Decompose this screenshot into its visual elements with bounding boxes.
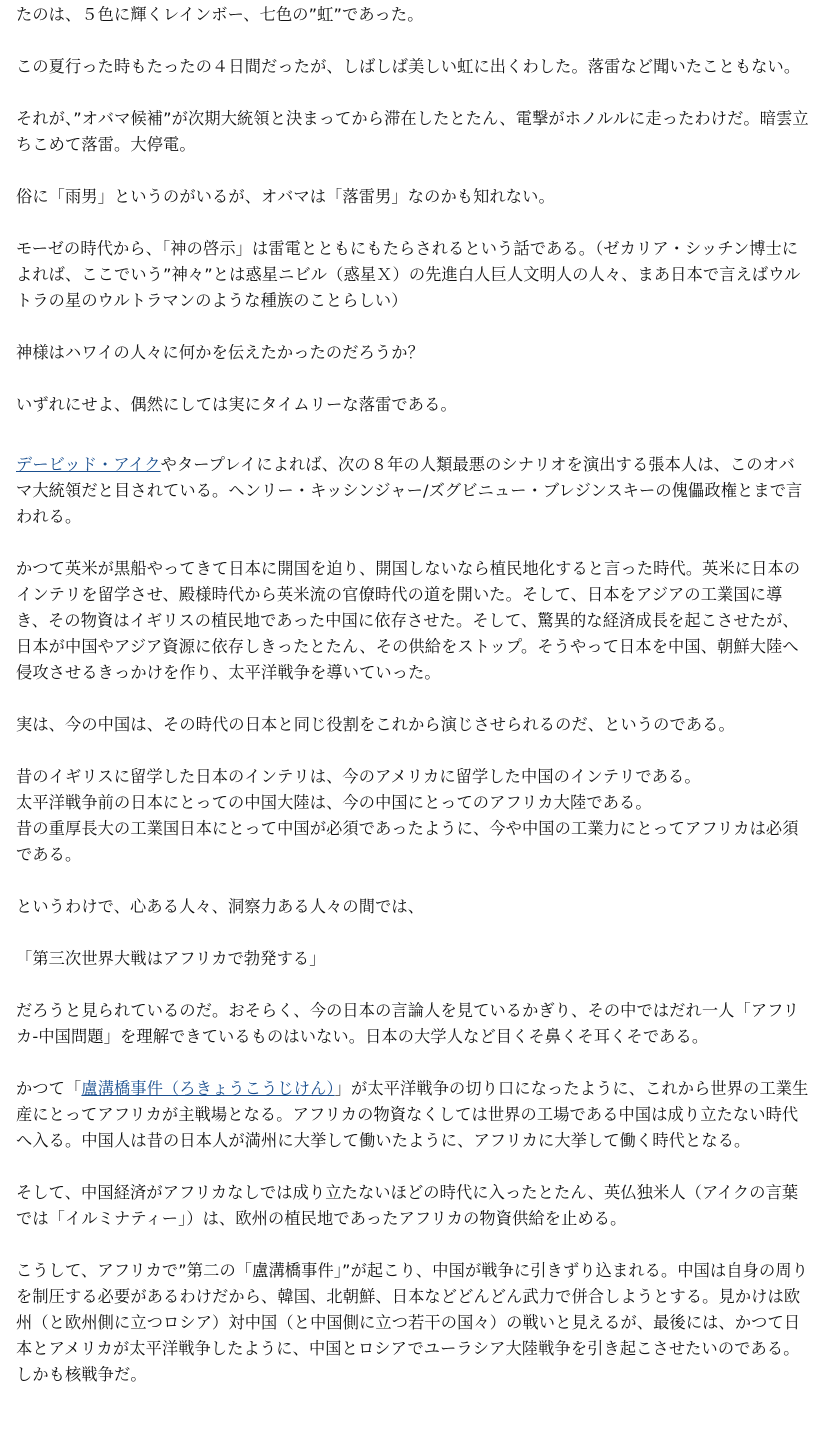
paragraph-china-role: 実は、今の中国は、その時代の日本と同じ役割をこれから演じさせられるのだ、というのである。	[16, 715, 735, 734]
paragraph-lightning-man: 俗に「雨男」というのがいるが、オバマは「落雷男」なのかも知れない。	[16, 187, 555, 206]
link-marco-polo-bridge[interactable]: 盧溝橋事件（ろきょうこうじけん）	[81, 1079, 335, 1098]
paragraph-hawaii-question: 神様はハワイの人々に何かを伝えたかったのだろうか？	[16, 343, 424, 362]
comparison-line-3: 昔の重厚長大の工業国日本にとって中国が必須であったように、今や中国の工業力にとってアフリカは必須である。	[16, 819, 799, 864]
paragraph-black-ships: かつて英米が黒船やってきて日本に開国を迫り、開国しないなら植民地化すると言った時代。英米に日本のインテリを留学させ、殿様時代から英米流の官僚時代の道を開いた。そして、日本をアジアの工業国に導き、その物資はイギリスの植民地であった中国に依存させた。そして、驚異的な経済成長を起こさせたが、日本が中国やアジア資源に依存しきったとたん、その供給をストップ。そうやって日本を中国、朝鮮大陸へ侵攻させるきっかけを作り、太平洋戦争を導いていった。	[16, 559, 801, 682]
paragraph-moses: モーゼの時代から、「神の啓示」は雷電とともにもたらされるという話である。（ゼカリア・シッチン博士によれば、ここでいう”神々”とは惑星ニビル（惑星Ｘ）の先進白人巨人文明人の人々、まあ日本で言えばウルトラの星のウルトラマンのような種族のことらしい）	[16, 239, 801, 310]
paragraph-ww3-quote: 「第三次世界大戦はアフリカで勃発する」	[16, 949, 326, 968]
paragraph-rainbow: たのは、５色に輝くレインボー、七色の”虹”であった。	[16, 5, 424, 24]
paragraph-icke	[16, 452, 809, 530]
paragraph-second-incident: こうして、アフリカで”第二の「盧溝橋事件」”が起こり、中国が戦争に引きずり込まれる。中国は自身の周りを制圧する必要があるわけだから、韓国、北朝鮮、日本などどんどん武力で併合しようとする。見かけは欧州（と欧州側に立つロシア）対中国（と中国側に立つ若干の国々）の戦いと見えるが、最後には、かつて日本とアメリカが太平洋戦争したように、中国とロシアでユーラシア大陸戦争を引き起こさせたいのである。しかも核戦争だ。	[16, 1261, 809, 1384]
paragraph-icke-text: やタープレイによれば、次の８年の人類最悪のシナリオを演出する張本人は、このオバマ大統領だと目されている。ヘンリー・キッシンジャー/ズグビニュー・ブレジンスキーの傀儡政権とまで言われる。	[16, 455, 803, 526]
paragraph-summer-visit: この夏行った時もたったの４日間だったが、しばしば美しい虹に出くわした。落雷など聞いたこともない。	[16, 57, 801, 76]
paragraph-timely-lightning: いずれにせよ、偶然にしては実にタイムリーな落雷である。	[16, 395, 457, 414]
paragraph-insight: というわけで、心ある人々、洞察力ある人々の間では、	[16, 897, 425, 916]
paragraph-marco-polo-pre: かつて「	[16, 1079, 82, 1098]
paragraph-marco-polo	[16, 1076, 809, 1154]
paragraph-marco-polo-text: 」が太平洋戦争の切り口になったように、これから世界の工業生産にとってアフリカが主戦場となる。アフリカの物資なくしては世界の工場である中国は成り立たない時代へ入る。中国人は昔の日本人が満州に大挙して働いたように、アフリカに大挙して働く時代となる。	[16, 1079, 809, 1150]
paragraph-supply-stop: そして、中国経済がアフリカなしでは成り立たないほどの時代に入ったとたん、英仏独米人（アイクの言葉では「イルミナティー」）は、欧州の植民地であったアフリカの物資供給を止める。	[16, 1183, 799, 1228]
paragraph-pundits: だろうと見られているのだ。おそらく、今の日本の言論人を見ているかぎり、その中ではだれ一人「アフリカ-中国問題」を理解できているものはいない。日本の大学人など目くそ鼻くそ耳くそである。	[16, 1001, 800, 1046]
paragraph-comparisons	[16, 764, 809, 868]
paragraph-obama-lightning: それが、”オバマ候補”が次期大統領と決まってから滞在したとたん、電撃がホノルルに走ったわけだ。暗雲立ちこめて落雷。大停電。	[16, 109, 809, 154]
link-david-icke[interactable]: デービッド・アイク	[16, 455, 161, 474]
comparison-line-1: 昔のイギリスに留学した日本のインテリは、今のアメリカに留学した中国のインテリである。	[16, 767, 701, 786]
comparison-line-2: 太平洋戦争前の日本にとっての中国大陸は、今の中国にとってのアフリカ大陸である。	[16, 793, 652, 812]
